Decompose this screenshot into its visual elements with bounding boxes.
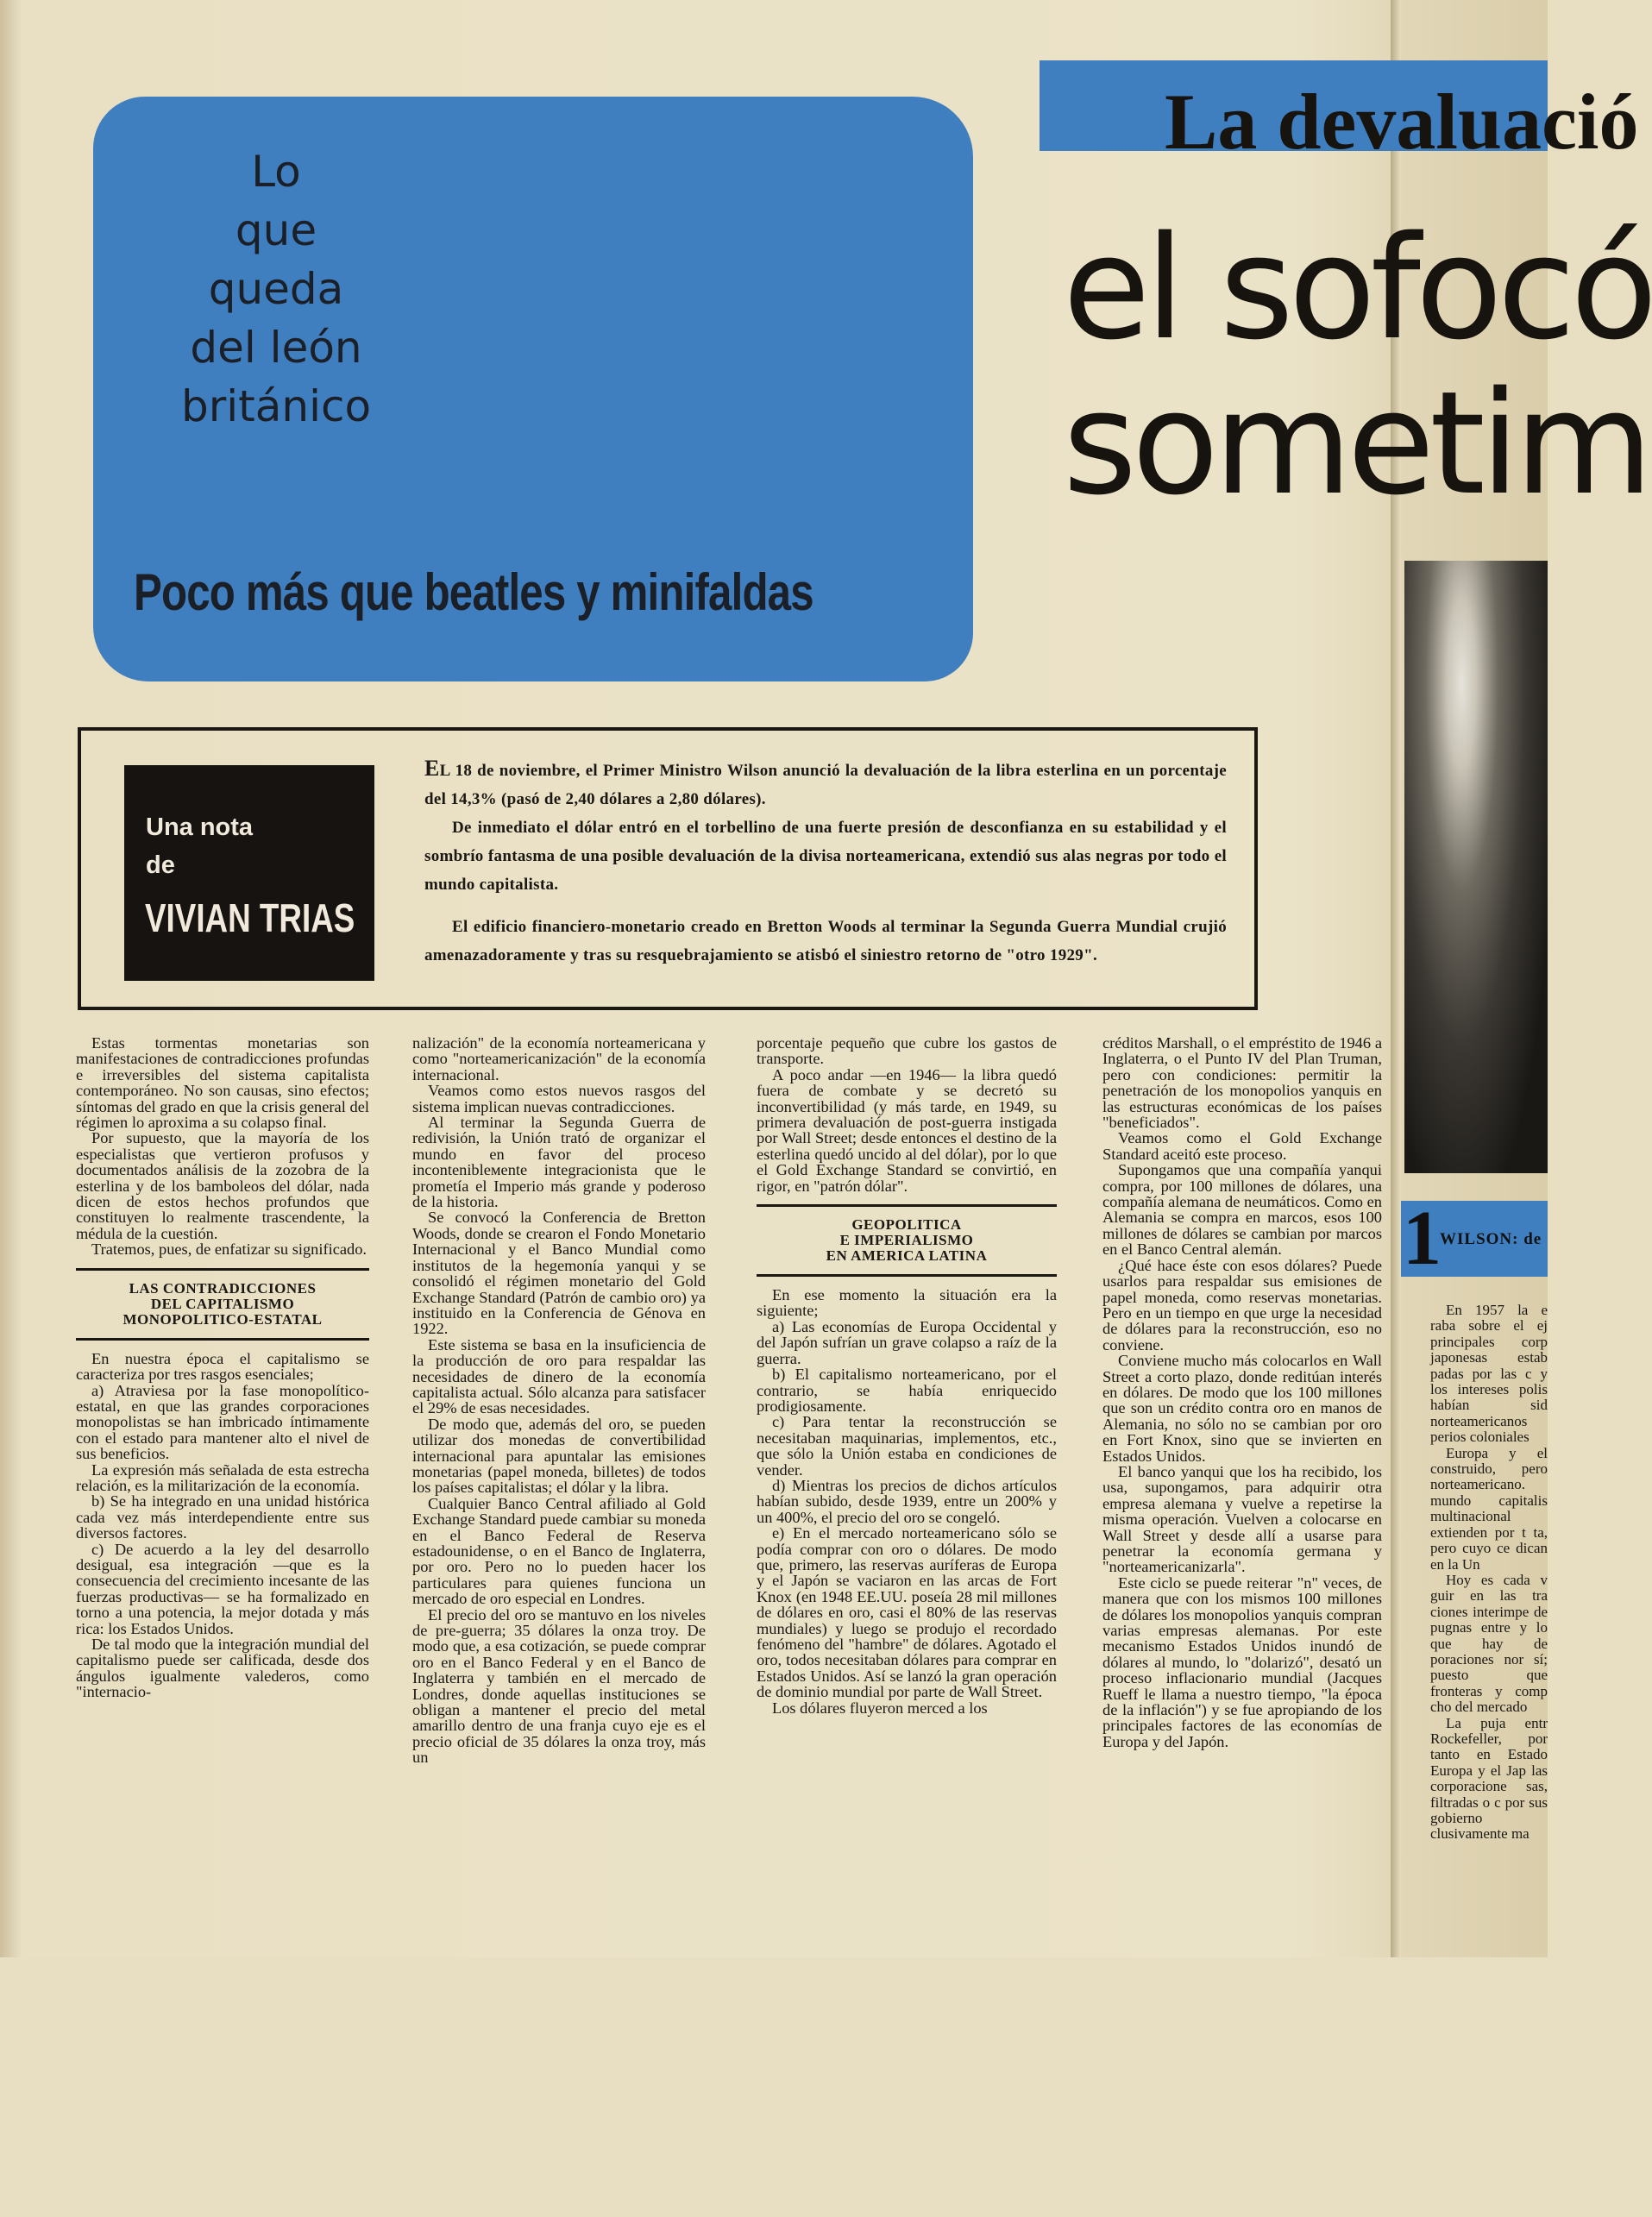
paragraph: De modo que, además del oro, se pueden utilizar dos monedas de convertibilidad internacional para apuntalar las emisiones monetarias (papel moneda, billetes) de todos los países capitalistas; el dólar y la libra. <box>412 1415 706 1497</box>
paragraph: Cualquier Banco Central afiliado al Gold Exchange Standard puede cambiar su moneda en el Banco Federal de Reserva estadounidense, o en el Banco de Inglaterra, por oro. Pero no lo pueden hacer los particulares para quienes funciona un mercado de oro especial en Londres. <box>412 1494 706 1608</box>
paragraph: La puja entr Rockefeller, por tanto en Estado Europa y el Jap las corporacione sas, filtradas o c por sus gobierno clusivamente ma <box>1430 1714 1548 1843</box>
section-rule <box>757 1204 1057 1207</box>
paragraph: Veamos como el Gold Exchange Standard aceitó este proceso. <box>1102 1129 1382 1163</box>
headline-line-1: La devaluació <box>1165 78 1639 166</box>
paragraph: d) Mientras los precios de dichos artículos habían subido, desde 1939, entre un 200% y un 400%, el precio del oro se congeló. <box>757 1476 1057 1526</box>
paragraph: Supongamos que una compañía yanqui compra, por 100 millones de dólares, una compañía alemana de neumáticos. Como en Alemania se compra en marcos, esos 100 millones de dólares se cambian por marcos en el Banco Central alemán. <box>1102 1161 1382 1259</box>
paragraph: En ese momento la situación era la siguiente; <box>757 1286 1057 1320</box>
caption-number: 1 <box>1403 1196 1442 1281</box>
paragraph: a) Atraviesa por la fase monopolítico-estatal, en que las grandes corporaciones monopolistas se han imbricado íntimamente con el estado para mantener alto el nivel de sus beneficios. <box>76 1381 369 1463</box>
article-column-5-cropped <box>1430 1303 1548 2217</box>
intro-box <box>78 727 1258 1010</box>
lead-subtitle: Poco más que beatles y minifaldas <box>134 563 813 621</box>
wilson-photo <box>1404 561 1548 1173</box>
paragraph: b) El capitalismo norteamericano, por el contrario, se había enriquecido prodigiosamente. <box>757 1366 1057 1415</box>
paragraph: En 1957 la e raba sobre el ej principales corp japonesas estab padas por las c y los intereses polis habían sid norteamericanos perios coloniales <box>1430 1302 1548 1446</box>
lead-title: Lo que queda del león británico <box>180 147 372 431</box>
paragraph: La expresión más señalada de esta estrecha relación, es la militarización de la economía. <box>76 1460 369 1494</box>
paragraph: Por supuesto, que la mayoría de los especialistas que vertieron profusos y documentados análisis de la zozobra de la esterlina y de los bamboleos del dólar, nada dicen de estos hechos profundos que constituyen lo realmente trascendente, la médula de la cuestión. <box>76 1129 369 1242</box>
paragraph: créditos Marshall, o el empréstito de 1946 a Inglaterra, o el Punto IV del Plan Truman, pero con condiciones: permitir la penetración de los monopolios yanquis en las estructuras económicas de los países "beneficiados". <box>1102 1034 1382 1132</box>
paragraph: El banco yanqui que los ha recibido, los usa, supongamos, para adquirir otra empresa alemana y vuelve a repetirse la misma operación. Vuelven a colocarse en Wall Street y desde allí a usarse para penetrar la economía germana y "norteamericanizarla". <box>1102 1462 1382 1576</box>
paragraph: Europa y el construido, pero norteamericano. mundo capitalis multinacional extienden por t ta, pero cuyo ce dican en la Un <box>1430 1444 1548 1573</box>
intro-paragraph-3: El edificio financiero-monetario creado en Bretton Woods al terminar la Segunda Guerra Mundial crujió amenazadoramente y tras su resquebrajamiento se atisbó el siniestro retorno de "otro 1929". <box>424 918 1227 964</box>
paragraph: a) Las economías de Europa Occidental y del Japón sufrían un grave colapso a raíz de la guerra. <box>757 1317 1057 1367</box>
section-heading: LAS CONTRADICCIONES DEL CAPITALISMO MONOPOLITICO-ESTATAL <box>122 1279 323 1328</box>
section-heading: GEOPOLITICA E IMPERIALISMO EN AMERICA LATINA <box>826 1216 988 1265</box>
paragraph: De tal modo que la integración mundial del capitalismo puede ser calificada, desde dos ángulos igualmente valederos, como "internacio- <box>76 1636 369 1701</box>
intro-text <box>424 757 1227 970</box>
paragraph: b) Se ha integrado en una unidad histórica cada vez más interdependiente entre sus diversos factores. <box>76 1492 369 1542</box>
paragraph: En nuestra época el capitalismo se caracteriza por tres rasgos esenciales; <box>76 1349 369 1384</box>
paragraph: Este ciclo se puede reiterar "n" veces, de manera que con los mismos 100 millones de dólares los monopolios yanquis compran varias empresas alemanas. Por este mecanismo Estados Unidos inundó de dólares al mundo, lo "dolarizó", desató un proceso inflacionario mundial (Jacques Rueff le llama a nuestro tiempo, "la época de la inflación") y se fue apropiando de los principales factores de las economías de Europa y del Japón. <box>1102 1573 1382 1750</box>
article-column-4 <box>1102 1035 1382 1950</box>
paragraph: Estas tormentas monetarias son manifestaciones de contradicciones profundas e irreversibles del sistema capitalista contemporáneo. No son causas, sino efectos; síntomas del grado en que la crisis general del régimen lo aproxima a su colapso final. <box>76 1034 369 1132</box>
drop-cap: E <box>424 756 440 781</box>
paragraph: nalización" de la economía norteamericana y como "norteamericanización" de la economía internacional. <box>412 1034 706 1083</box>
intro-paragraph-2: De inmediato el dólar entró en el torbellino de una fuerte presión de desconfianza en su estabilidad y el sombrío fantasma de una posible devaluación de la divisa norteamericana, extendió sus alas negras por todo el mundo capitalista. <box>424 819 1227 894</box>
byline-box <box>124 765 374 981</box>
paragraph: porcentaje pequeño que cubre los gastos de transporte. <box>757 1034 1057 1068</box>
photo-caption <box>1401 1196 1548 1281</box>
caption-text: WILSON: de <box>1440 1230 1542 1248</box>
paragraph: Este sistema se basa en la insuficiencia de la producción de oro para respaldar las necesidades de dinero de la economía capitalista actual. Sólo alcanza para satisfacer el 29% de esas necesidades. <box>412 1335 706 1417</box>
headline-line-3: sometim <box>1063 361 1649 526</box>
byline-author: VIVIAN TRIAS <box>145 895 355 940</box>
byline-note: Una nota de <box>146 813 254 879</box>
paragraph: Conviene mucho más colocarlos en Wall Street a corto plazo, donde reditúan interés en dólares. De modo que los 100 millones que son un crédito contra oro en manos de Alemania, no sólo no se cambian por oro en Fort Knox, sino que se invierten en Estados Unidos. <box>1102 1352 1382 1465</box>
paragraph: Al terminar la Segunda Guerra de redivisión, la Unión trató de organizar el mundo en favor del proceso incontenibleмente integracionista que le prometía el Imperio más grande y poderoso de la historia. <box>412 1114 706 1211</box>
paragraph: Hoy es cada v guir en las tra ciones interimpe de pugnas entre y lo que hay de poraciones nor sí; puesto que fronteras y comp cho del mercado <box>1430 1571 1548 1716</box>
paragraph: Veamos como estos nuevos rasgos del sistema implican nuevas contradicciones. <box>412 1082 706 1115</box>
intro-paragraph-1: EL 18 de noviembre, el Primer Ministro Wilson anunció la devaluación de la libra esterlina en un porcentaje del 14,3% (pasó de 2,40 dólares a 2,80 dólares). <box>424 756 1227 808</box>
paragraph: ¿Qué hace éste con esos dólares? Puede usarlos para respaldar sus emisiones de papel moneda, como reservas monetarias. Pero en un tiempo en que urge la necesidad de dólares para la reconstrucción, eso no conviene. <box>1102 1256 1382 1353</box>
section-rule <box>76 1268 369 1271</box>
paragraph: El precio del oro se mantuvo en los niveles de pre-guerra; 35 dólares la onza troy. De modo que, a esa cotización, se puede comprar oro en el Banco Federal y en el Banco de Inglaterra y también en el mercado de Londres, donde aquellas instituciones se obligan a mantener el precio del metal amarillo dentro de una franja cuyo eje es el precio oficial de 35 dólares la onza troy, más un <box>412 1605 706 1767</box>
article-column-1 <box>76 1035 369 1950</box>
paragraph: c) De acuerdo a la ley del desarrollo desigual, esa integración —que es la consecuencia del crecimiento incesante de las fuerzas productivas— se ha formalizado en torno a una potencia, la mejor dotada y más rica: los Estados Unidos. <box>76 1540 369 1637</box>
paragraph: c) Para tentar la reconstrucción se necesitaban maquinarias, implementos, etc., que sólo la Unión estaba en condiciones de vender. <box>757 1413 1057 1479</box>
paragraph: Se convocó la Conferencia de Bretton Woods, donde se crearon el Fondo Monetario Internacional y el Banco Mundial como institutos de la hegemonía yanqui y se consolidó el régimen monetario del Gold Exchange Standard (Patrón de cambio oro) ya instituido en la Conferencia de Génova en 1922. <box>412 1209 706 1338</box>
paragraph: e) En el mercado norteamericano sólo se podía comprar con oro o dólares. De modo que, primero, las reservas auríferas de Europa y el Japón se vaciaron en las arcas de Fort Knox (en 1948 EE.UU. poseía 28 mil millones de dólares en oro, casi el 80% de las reservas mundiales) y luego se produjo el recordado fenómeno del "hambre" de dólares. Agotado el oro, todos necesitaban dólares para comprar en Estados Unidos. Así se lanzó la gran operación de dominio mundial por parte de Wall Street. <box>757 1524 1057 1701</box>
article-column-2 <box>412 1035 706 1950</box>
paragraph: A poco andar —en 1946— la libra quedó fuera de combate y se decretó su inconvertibilidad (y más tarde, en 1949, su primera devaluación de post-guerra instigada por Wall Street; desde entonces el destino de la esterlina quedó uncido al del dólar), por lo que el Gold Exchange Standard se convirtió, en rigor, en "patrón dólar". <box>757 1065 1057 1195</box>
article-column-3 <box>757 1035 1057 1950</box>
section-rule <box>76 1338 369 1341</box>
paragraph: Los dólares fluyeron merced a los <box>772 1699 988 1717</box>
paragraph: Tratemos, pues, de enfatizar su significado. <box>91 1240 367 1259</box>
section-rule <box>757 1274 1057 1277</box>
headline-line-2: el sofocó <box>1063 205 1652 371</box>
